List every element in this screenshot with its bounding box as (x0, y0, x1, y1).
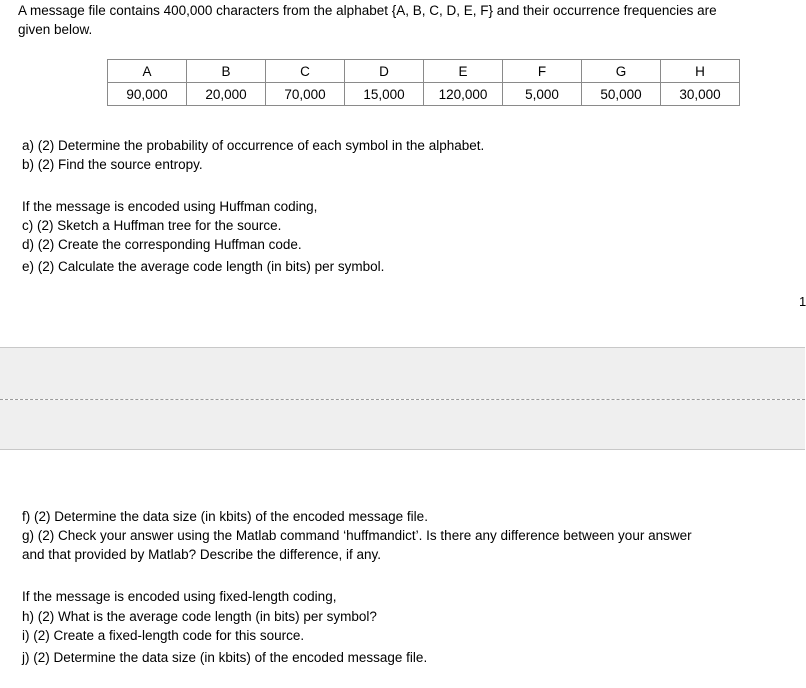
question-g-line-1: g) (2) Check your answer using the Matlab command ‘huffmandict’. Is there any difference between your answer (22, 528, 692, 543)
table-value-cell: 30,000 (661, 83, 740, 106)
huffman-intro: If the message is encoded using Huffman coding, (22, 199, 318, 214)
table-header-cell: H (661, 60, 740, 83)
table-header-row (108, 60, 740, 83)
question-g-line-2: and that provided by Matlab? Describe the difference, if any. (22, 547, 381, 562)
table-header-cell: F (503, 60, 582, 83)
table-value-cell: 70,000 (266, 83, 345, 106)
question-a: a) (2) Determine the probability of occurrence of each symbol in the alphabet. (22, 138, 485, 153)
margin-mark: 1 (799, 294, 806, 309)
table-value-cell: 120,000 (424, 83, 503, 106)
table-header-cell: G (582, 60, 661, 83)
question-h: h) (2) What is the average code length (in bits) per symbol? (22, 609, 377, 624)
table-value-cell: 5,000 (503, 83, 582, 106)
table-header-cell: C (266, 60, 345, 83)
table-value-cell: 15,000 (345, 83, 424, 106)
question-c: c) (2) Sketch a Huffman tree for the source. (22, 218, 282, 233)
intro-line-1: A message file contains 400,000 characters from the alphabet {A, B, C, D, E, F} and their occurrence frequencies are (18, 3, 717, 18)
intro-line-2: given below. (18, 22, 93, 37)
question-j: j) (2) Determine the data size (in kbits) of the encoded message file. (22, 650, 428, 665)
table-value-cell: 20,000 (187, 83, 266, 106)
question-f: f) (2) Determine the data size (in kbits) of the encoded message file. (22, 509, 428, 524)
table-value-cell: 90,000 (108, 83, 187, 106)
question-e: e) (2) Calculate the average code length (in bits) per symbol. (22, 259, 385, 274)
frequency-table (107, 59, 740, 106)
fixed-length-intro: If the message is encoded using fixed-length coding, (22, 589, 337, 604)
question-i: i) (2) Create a fixed-length code for this source. (22, 628, 305, 643)
table-value-row (108, 83, 740, 106)
table-header-cell: E (424, 60, 503, 83)
table-value-cell: 50,000 (582, 83, 661, 106)
page-break-bottom (0, 400, 805, 450)
question-d: d) (2) Create the corresponding Huffman code. (22, 237, 302, 252)
question-b: b) (2) Find the source entropy. (22, 157, 203, 172)
table-header-cell: A (108, 60, 187, 83)
table-header-cell: D (345, 60, 424, 83)
page-break-top (0, 347, 805, 399)
table-header-cell: B (187, 60, 266, 83)
